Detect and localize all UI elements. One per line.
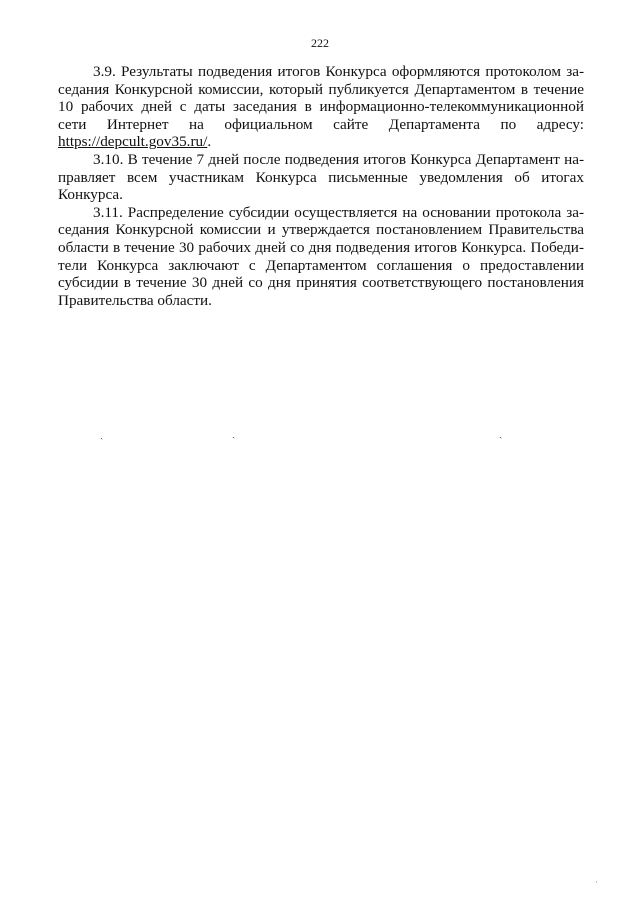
page-number: 222 [311, 36, 329, 50]
scan-mark: ˏ [232, 428, 236, 439]
paragraph-3-11: 3.11. Распределение субсидии осуществляется на основании протокола заседания Конкурсной комиссии и утверждается постановлением Правительства области в течение 30 рабочих дней со дня подведения итогов Конкурса. Победители Конкурса заключают с Департаментом соглашения о предоставлении субсидии в течение 30 дней со дня принятия соответствующего постановления Правительства области. [58, 203, 584, 309]
department-website-link[interactable]: https://depcult.gov35.ru/ [58, 133, 208, 151]
scan-mark: ˏ [100, 429, 104, 440]
scan-mark: ˈ [595, 880, 598, 889]
paragraph-3-9-text: 3.9. Результаты подведения итогов Конкурса оформляются протоколом заседания Конкурсной комиссии, который публикуется Департаментом в течение 10 рабочих дней с даты заседания в информационно-телекоммуникационной сети Интернет на официальном сайте Департамента по адресу: [58, 63, 584, 133]
paragraph-3-9-end: . [207, 133, 212, 151]
paragraph-3-10: 3.10. В течение 7 дней после подведения итогов Конкурса Департамент направляет всем участникам Конкурса письменные уведомления об итогах Конкурса. [58, 150, 584, 204]
scan-mark: ˏ [499, 428, 503, 439]
paragraph-3-9 [58, 63, 584, 151]
document-body [58, 63, 584, 309]
